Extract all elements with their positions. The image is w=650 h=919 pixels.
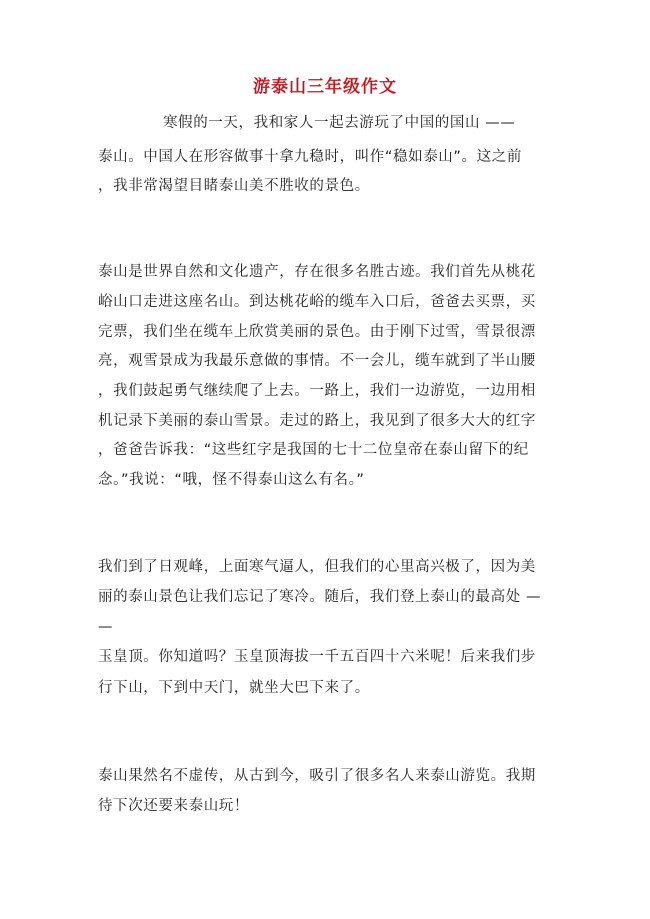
paragraph-1-line-3: ，我非常渴望目睹泰山美不胜收的景色。 bbox=[98, 178, 370, 194]
paragraph-1-line-2: 泰山。中国人在形容做事十拿九稳时，叫作“稳如泰山”。这之前 bbox=[98, 149, 522, 165]
paragraph-4-line-2: 待下次还要来泰山玩！ bbox=[98, 798, 249, 814]
paragraph-3-line-2: 丽的泰山景色让我们忘记了寒冷。随后，我们登上泰山的最高处 — bbox=[98, 589, 542, 605]
paragraph-3-line-3: — bbox=[98, 619, 114, 635]
paragraph-2-line-1: 泰山是世界自然和文化遗产，存在很多名胜古迹。我们首先从桃花 bbox=[98, 264, 536, 280]
paragraph-3-line-1: 我们到了日观峰，上面寒气逼人，但我们的心里高兴极了，因为美 bbox=[98, 559, 536, 575]
paragraph-1-line-1: 寒假的一天，我和家人一起去游玩了中国的国山 —— bbox=[163, 115, 516, 131]
paragraph-4-line-1: 泰山果然名不虚传，从古到今，吸引了很多名人来泰山游览。我期 bbox=[98, 768, 536, 784]
paragraph-2-line-4: 亮，观雪景成为我最乐意做的事情。不一会儿，缆车就到了半山腰 bbox=[98, 353, 536, 369]
paragraph-2-line-5: ，我们鼓起勇气继续爬了上去。一路上，我们一边游览，一边用相 bbox=[98, 383, 536, 399]
paragraph-2-line-7: ，爸爸告诉我：“这些红字是我国的七十二位皇帝在泰山留下的纪 bbox=[98, 442, 529, 458]
paragraph-2-line-2: 峪山口走进这座名山。到达桃花峪的缆车入口后，爸爸去买票，买 bbox=[98, 294, 536, 310]
paragraph-3-line-4: 玉皇顶。你知道吗？玉皇顶海拔一千五百四十六米呢！后来我们步 bbox=[98, 649, 536, 665]
paragraph-2-line-6: 机记录下美丽的泰山雪景。走过的路上，我见到了很多大大的红字 bbox=[98, 413, 536, 429]
paragraph-3-line-5: 行下山，下到中天门，就坐大巴下来了。 bbox=[98, 680, 370, 696]
paragraph-2-line-3: 完票，我们坐在缆车上欣赏美丽的景色。由于刚下过雪，雪景很漂 bbox=[98, 324, 536, 340]
paragraph-2-line-8: 念。”我说：“哦，怪不得泰山这么有名。” bbox=[98, 472, 365, 488]
essay-title: 游泰山三年级作文 bbox=[253, 77, 397, 97]
